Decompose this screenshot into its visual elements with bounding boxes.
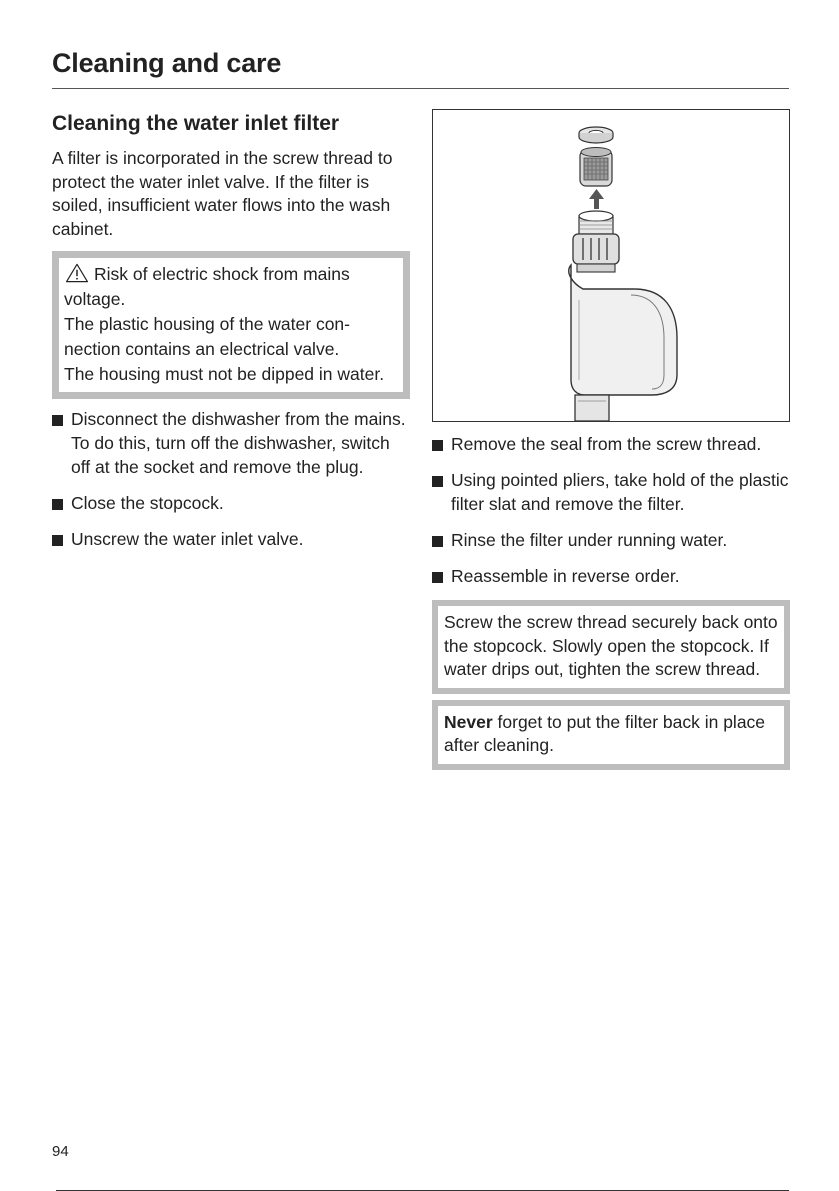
warning-triangle-icon	[64, 263, 90, 283]
note-emphasis: Never	[444, 711, 493, 732]
step-subtext: To do this, turn off the dishwasher, switch off at the socket and remove the plug.	[71, 432, 390, 477]
list-item	[432, 468, 790, 516]
title-divider	[52, 88, 789, 89]
list-item	[52, 527, 410, 551]
warning-title	[64, 262, 398, 311]
step-text: Using pointed pliers, take hold of the plastic filter slat and remove the filter.	[451, 470, 789, 514]
note-rest: forget to put the filter back in place after cleaning.	[444, 711, 766, 755]
bullet-square-icon	[432, 440, 443, 451]
step-text: Close the stopcock.	[71, 492, 224, 513]
warning-line-2: The housing must not be dipped in water.	[64, 364, 385, 384]
page-title: Cleaning and care	[52, 48, 282, 78]
step-text: Remove the seal from the screw thread.	[451, 434, 762, 454]
page-number: 94	[52, 1143, 69, 1160]
step-text: Disconnect the dishwasher from the mains.	[71, 408, 406, 429]
right-column	[432, 109, 790, 776]
section-heading: Cleaning the water inlet filter	[52, 112, 340, 135]
note-box-filter-reminder	[432, 700, 790, 770]
figure-frame	[432, 109, 790, 422]
note-text: Screw the screw thread securely back onto the stopcock. Slowly open the stopcock. If water drips out, tighten the screw thread.	[444, 612, 778, 679]
step-text: Reassemble in reverse order.	[451, 566, 680, 586]
bullet-square-icon	[432, 536, 443, 547]
list-item	[52, 407, 410, 479]
note-text	[444, 711, 778, 758]
bullet-square-icon	[52, 499, 63, 510]
step-text: Unscrew the water inlet valve.	[71, 528, 304, 549]
left-steps-list	[52, 407, 410, 551]
bullet-square-icon	[432, 572, 443, 583]
warning-box	[52, 251, 410, 399]
warning-title-text: Risk of electric shock from mains voltage.	[64, 264, 350, 309]
intro-paragraph: A filter is incorporated in the screw thread to protect the water inlet valve. If the filter is soiled, insufficient water flows into the wash cabinet.	[52, 148, 393, 239]
list-item	[432, 564, 790, 588]
bullet-square-icon	[52, 415, 63, 426]
step-text: Rinse the filter under running water.	[451, 530, 728, 550]
bullet-square-icon	[52, 535, 63, 546]
list-item	[432, 528, 790, 552]
bullet-square-icon	[432, 476, 443, 487]
list-item	[52, 491, 410, 515]
list-item	[432, 432, 790, 456]
right-steps-list	[432, 432, 790, 588]
warning-line-1: The plastic housing of the water con-nection contains an electrical valve.	[64, 314, 350, 359]
water-inlet-filter-illustration	[433, 110, 789, 421]
note-box-screw-thread	[432, 600, 790, 694]
left-column	[52, 110, 410, 563]
